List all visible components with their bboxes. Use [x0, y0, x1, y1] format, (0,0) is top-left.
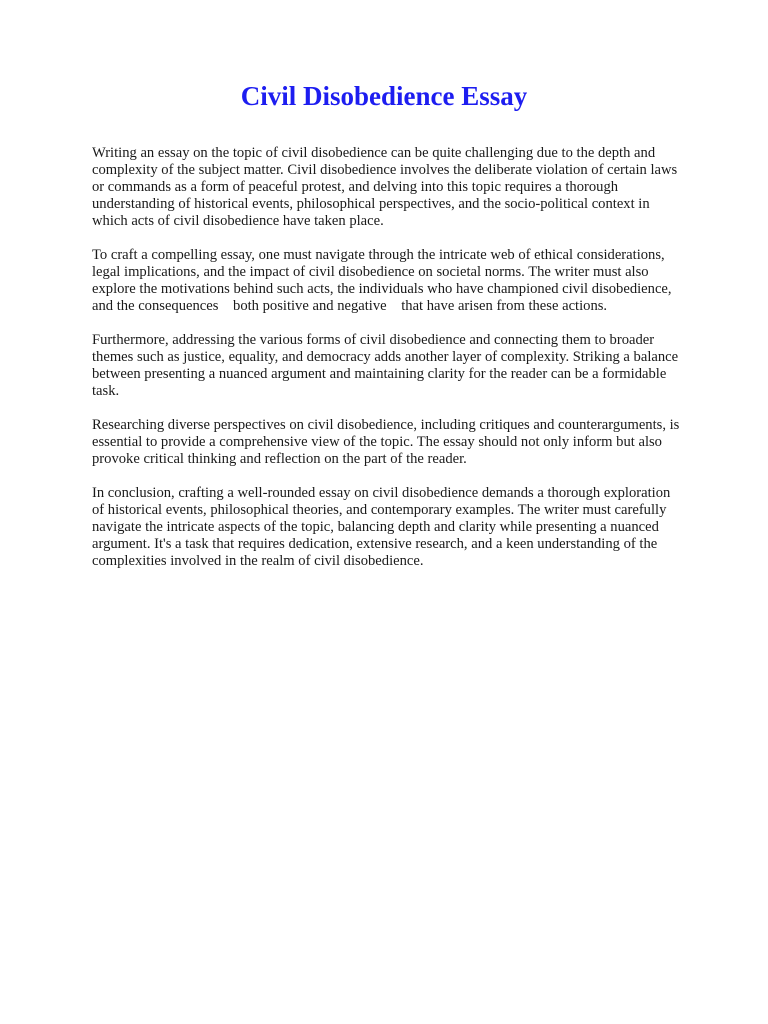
paragraph-conclusion: In conclusion, crafting a well-rounded essay on civil disobedience demands a thorough exploration of historical events, philosophical theories, and contemporary examples. The writer must carefully navigate the intricate aspects of the topic, balancing depth and clarity while presenting a nuanced argument. It's a task that requires dedication, extensive research, and a keen understanding of the complexities involved in the realm of civil disobedience. [92, 485, 671, 569]
paragraph-intro: Writing an essay on the topic of civil disobedience can be quite challenging due to the depth and complexity of the subject matter. Civil disobedience involves the deliberate violation of certain laws or commands as a form of peaceful protest, and delving into this topic requires a thorough understanding of historical events, philosophical perspectives, and the socio-political context in which acts of civil disobedience have taken place. [92, 145, 678, 229]
essay-body [92, 145, 722, 587]
paragraph-crafting: To craft a compelling essay, one must navigate through the intricate web of ethical considerations, legal implications, and the impact of civil disobedience on societal norms. The writer must also explore the motivations behind such acts, the individuals who have championed civil disobedience, and the consequences both positive and negative that have arisen from these actions. [92, 247, 672, 314]
document-title: Civil Disobedience Essay [240, 81, 528, 111]
paragraph-research: Researching diverse perspectives on civil disobedience, including critiques and counterarguments, is essential to provide a comprehensive view of the topic. The essay should not only inform but also provoke critical thinking and reflection on the part of the reader. [92, 417, 680, 467]
paragraph-forms: Furthermore, addressing the various forms of civil disobedience and connecting them to broader themes such as justice, equality, and democracy adds another layer of complexity. Striking a balance between presenting a nuanced argument and maintaining clarity for the reader can be a formidable task. [92, 332, 679, 399]
